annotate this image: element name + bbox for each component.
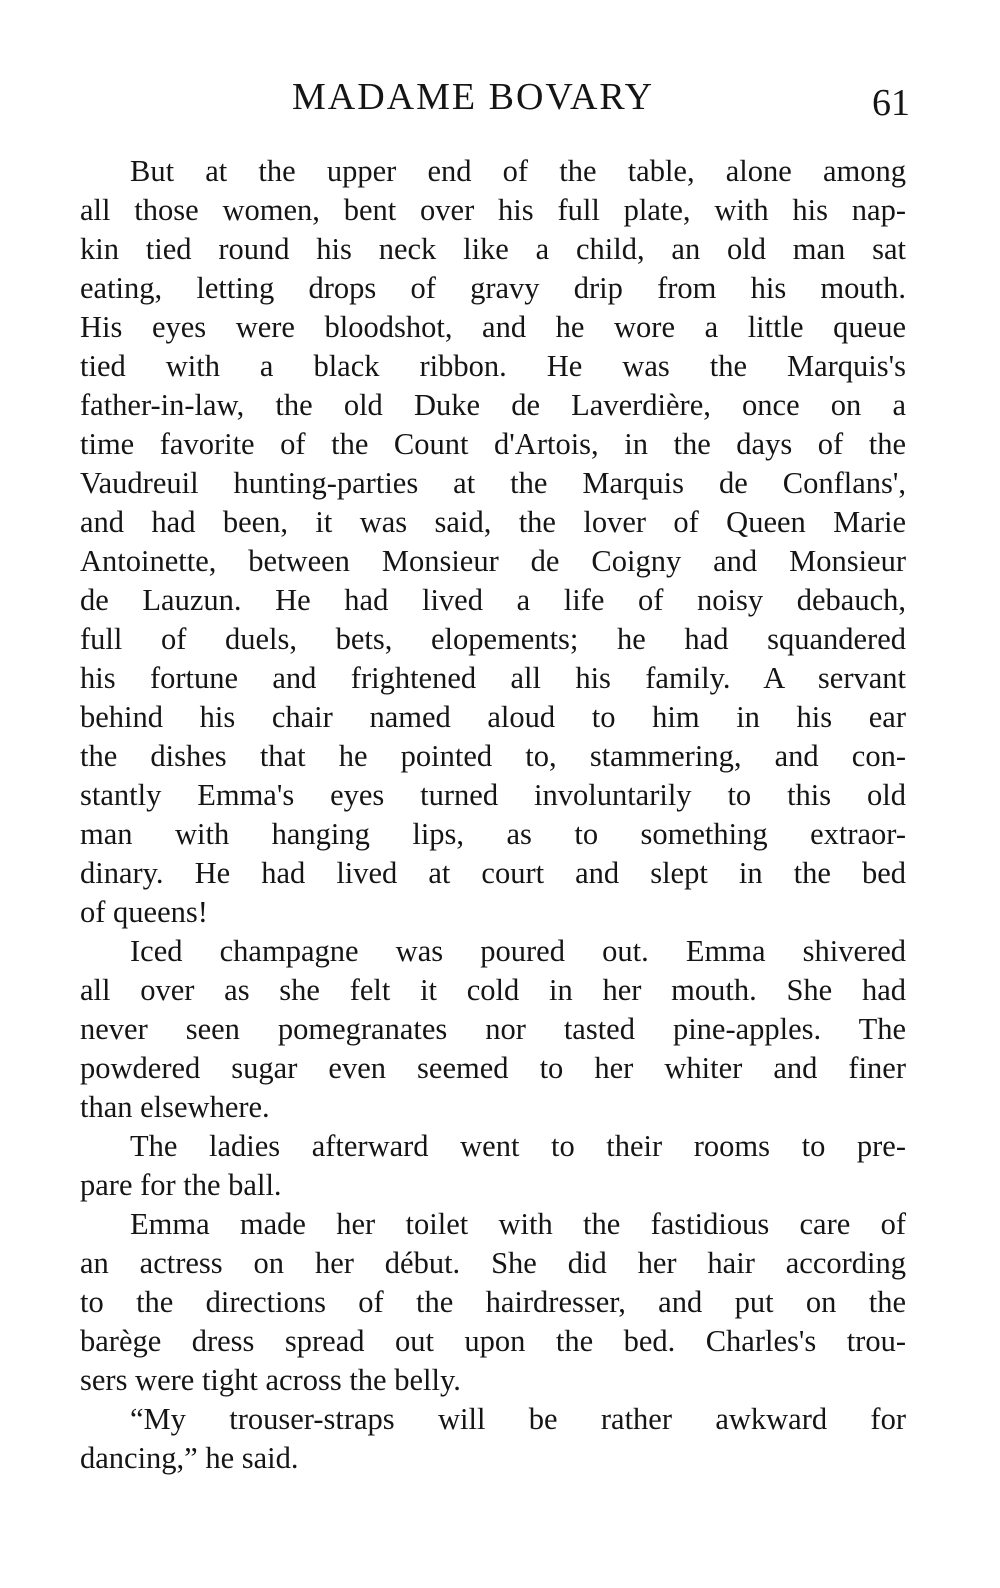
text-line: full of duels, bets, elopements; he had squandered <box>80 622 906 656</box>
text-line: his fortune and frightened all his family. A servant <box>80 661 906 695</box>
text-line: than elsewhere. <box>80 1090 270 1124</box>
text-line: Emma made her toilet with the fastidious care of <box>130 1207 906 1241</box>
text-line: eating, letting drops of gravy drip from his mouth. <box>80 271 906 305</box>
text-line: sers were tight across the belly. <box>80 1363 461 1397</box>
text-line: Vaudreuil hunting-parties at the Marquis de Conflans', <box>80 466 906 500</box>
text-line: behind his chair named aloud to him in his ear <box>80 700 906 734</box>
text-line: father-in-law, the old Duke de Laverdière, once on a <box>80 388 906 422</box>
text-line: dancing,” he said. <box>80 1441 299 1475</box>
text-line: man with hanging lips, as to something extraor- <box>80 817 906 851</box>
text-line: His eyes were bloodshot, and he wore a little queue <box>80 310 906 344</box>
text-line: stantly Emma's eyes turned involuntarily to this old <box>80 778 906 812</box>
text-line: dinary. He had lived at court and slept in the bed <box>80 856 906 890</box>
text-line: to the directions of the hairdresser, and put on the <box>80 1285 906 1319</box>
text-line: Iced champagne was poured out. Emma shivered <box>130 934 906 968</box>
text-line: of queens! <box>80 895 208 929</box>
text-line: powdered sugar even seemed to her whiter and finer <box>80 1051 906 1085</box>
text-line: barège dress spread out upon the bed. Charles's trou- <box>80 1324 906 1358</box>
text-line: all those women, bent over his full plate, with his nap- <box>80 193 906 227</box>
text-line: time favorite of the Count d'Artois, in the days of the <box>80 427 906 461</box>
text-line: The ladies afterward went to their rooms to pre- <box>130 1129 906 1163</box>
page-number: 61 <box>872 82 910 124</box>
text-line: never seen pomegranates nor tasted pine-apples. The <box>80 1012 906 1046</box>
text-line: tied with a black ribbon. He was the Marquis's <box>80 349 906 383</box>
text-line: all over as she felt it cold in her mouth. She had <box>80 973 906 1007</box>
running-head <box>80 74 910 124</box>
body-text <box>80 152 906 1478</box>
text-line: Antoinette, between Monsieur de Coigny and Monsieur <box>80 544 906 578</box>
text-line: an actress on her début. She did her hair according <box>80 1246 906 1280</box>
text-line: and had been, it was said, the lover of Queen Marie <box>80 505 906 539</box>
text-line: kin tied round his neck like a child, an old man sat <box>80 232 906 266</box>
running-title: MADAME BOVARY <box>292 76 655 118</box>
text-line: the dishes that he pointed to, stammering, and con- <box>80 739 906 773</box>
text-line: But at the upper end of the table, alone among <box>130 154 906 188</box>
text-line: “My trouser-straps will be rather awkward for <box>130 1402 906 1436</box>
text-line: de Lauzun. He had lived a life of noisy debauch, <box>80 583 906 617</box>
text-line: pare for the ball. <box>80 1168 282 1202</box>
